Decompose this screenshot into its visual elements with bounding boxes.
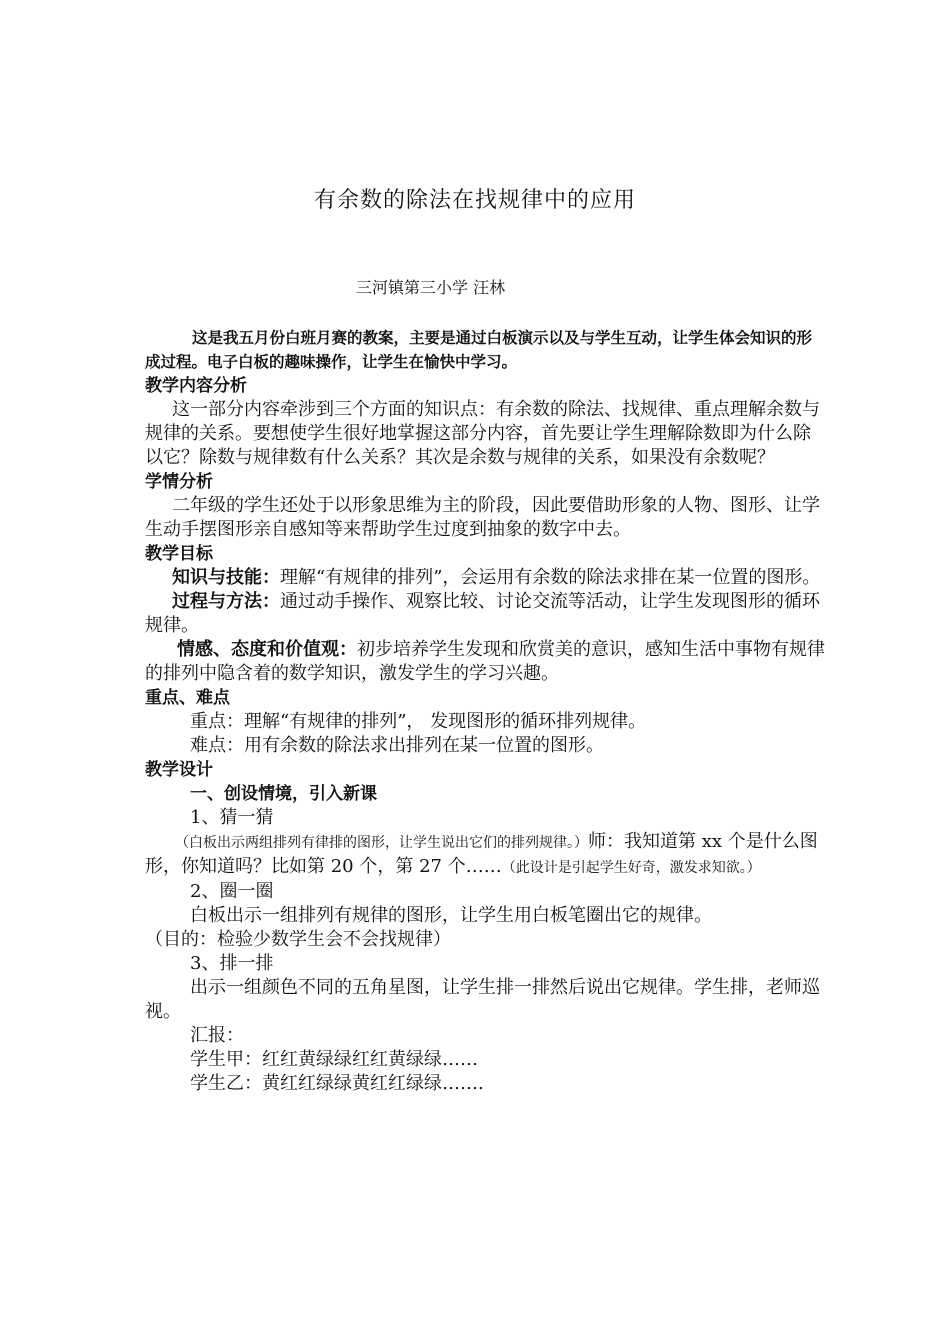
student-b-report: 学生乙：黄红红绿绿黄红红绿绿……. (190, 1073, 484, 1094)
report-label: 汇报： (190, 1025, 244, 1046)
heading-key-points: 重点、难点 (145, 688, 230, 708)
item1-paragraph (145, 830, 825, 880)
document-title: 有余数的除法在找规律中的应用 (313, 188, 636, 213)
item2-text: 白板出示一组排列有规律的图形，让学生用白板笔圈出它的规律。 (190, 905, 712, 926)
goal-knowledge-label: 知识与技能： (172, 567, 280, 588)
goal-emotion-label: 情感、态度和价值观： (177, 639, 357, 660)
heading-goals: 教学目标 (145, 544, 213, 564)
goal-knowledge (145, 566, 825, 590)
document-body (145, 326, 825, 1096)
goal-process-label: 过程与方法： (172, 591, 280, 612)
content-analysis-text: 这一部分内容牵涉到三个方面的知识点：有余数的除法、找规律、重点理解余数与规律的关系。要想使学生很好地掌握这部分内容，首先要让学生理解除数即为什么除以它？除数与规律数有什么关系？其次是余数与规律的关系，如果没有余数呢？ (145, 399, 820, 468)
goal-knowledge-text: 理解“有规律的排列”，会运用有余数的除法求排在某一位置的图形。 (280, 567, 821, 588)
item2-note: （目的：检验少数学生会不会找规律） (145, 929, 451, 950)
item1-note: （白板出示两组排列有律排的图形，让学生说出它们的排列规律。） (175, 835, 588, 851)
goal-emotion-text: 初步培养学生发现和欣赏美的意识，感知生活中事物有规律的排列中隐含着的数学知识，激发学生的学习兴趣。 (145, 639, 825, 684)
difficulty-text: 难点：用有余数的除法求出排列在某一位置的图形。 (190, 735, 604, 756)
goal-emotion (145, 638, 825, 686)
key-point-text: 重点：理解“有规律的排列”， 发现图形的循环排列规律。 (190, 711, 647, 732)
item1-note2: （此设计是引起学生好奇，激发求知欲。） (501, 860, 761, 876)
heading-content-analysis: 教学内容分析 (145, 376, 247, 396)
item3-title: 3、排一排 (190, 953, 274, 974)
heading-student-analysis: 学情分析 (145, 472, 213, 492)
goal-process (145, 590, 825, 638)
student-analysis-text: 二年级的学生还处于以形象思维为主的阶段，因此要借助形象的人物、图形、让学生动手摆图形亲自感知等来帮助学生过度到抽象的数字中去。 (145, 495, 820, 540)
item3-text: 出示一组颜色不同的五角星图，让学生排一排然后说出它规律。学生排，老师巡视。 (145, 977, 820, 1022)
item1-text: 师：我知道第 xx 个是什么图形，你知道吗？比如第 20 个，第 27 个…… (145, 831, 818, 877)
student-a-report: 学生甲：红红黄绿绿红红黄绿绿…… (190, 1049, 478, 1070)
design-part1-heading: 一、创设情境，引入新课 (190, 784, 377, 804)
intro-paragraph: 这是我五月份白班月赛的教案，主要是通过白板演示以及与学生互动，让学生体会知识的形成过程。电子白板的趣味操作，让学生在愉快中学习。 (145, 329, 813, 371)
author-line: 三河镇第三小学 汪林 (356, 278, 506, 297)
heading-design: 教学设计 (145, 760, 213, 780)
item1-title: 1、猜一猜 (190, 807, 274, 828)
item2-title: 2、圈一圈 (190, 881, 274, 902)
goal-process-text: 通过动手操作、观察比较、讨论交流等活动，让学生发现图形的循环规律。 (145, 591, 820, 636)
